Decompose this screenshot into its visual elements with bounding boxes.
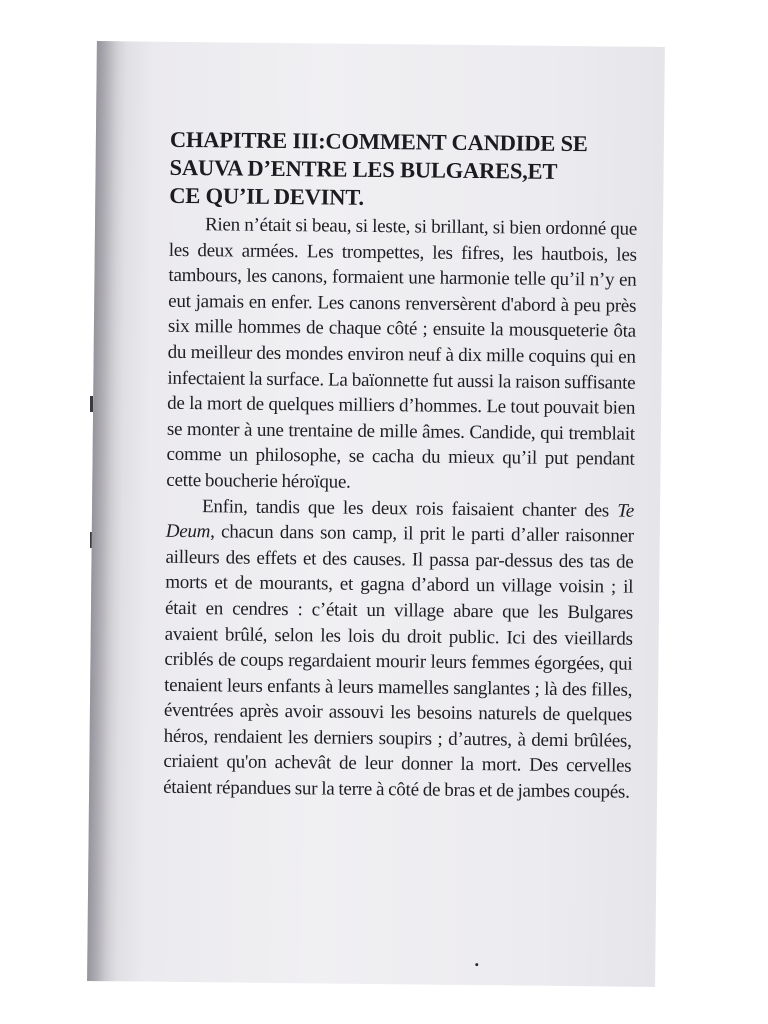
te-deum-italic: Te Deum xyxy=(165,500,635,543)
ink-speck xyxy=(475,963,478,966)
chapter-title-line: SAUVA D’ENTRE LES BULGARES,ET xyxy=(169,154,558,184)
spine-shadow xyxy=(87,41,127,981)
paragraph-battle: Rien n’était si beau, si leste, si brillant, si bien ordonné que les deux armées. Les trompettes, les fifres, les hautbois, les tambours, les canons, formaient une harmonie telle qu’il n’y en eut jamais en enfer. Les canons renversèrent d'abord à peu près six mille hommes de chaque côté ; ensuite la mousqueterie ôta du meilleur des mondes environ neuf à dix mille coquins qui en infectaient la surface. La baïonnette fut aussi la raison suffisante de la mort de quelques milliers d’hommes. Le tout pouvait bien se monter à une trentaine de mille âmes. Candide, qui tremblait comme un philosophe, se cacha du mieux qu’il put pendant cette boucherie héroïque. xyxy=(166,214,638,493)
page-content xyxy=(163,126,638,806)
paragraph-village xyxy=(163,493,634,805)
chapter-title xyxy=(169,126,638,215)
chapter-title-line: CHAPITRE III:COMMENT CANDIDE SE xyxy=(169,126,588,157)
paragraph-village-rest: , chacun dans son camp, il prit le parti d’aller raisonner ailleurs des effets et des causes. Il passa par-dessus des tas de morts et de mourants, et gagna d’abord un village voisin ; il était en cendres : c’était un village abare que les Bulgares avaient brûlé, selon les lois du droit public. Ici des vieillards criblés de coups regardaient mourir leurs femmes égorgées, qui tenaient leurs enfants à leurs mamelles sanglantes ; là des filles, éventrées après avoir assouvi les besoins naturels de quelques héros, rendaient les derniers soupirs ; d’autres, à demi brûlées, criaient qu'on achevât de leur donner la mort. Des cervelles étaient répandues sur la terre à côté de bras et de jambes coupés. xyxy=(163,521,634,803)
paragraph-village-lead: Enfin, tandis que les deux rois faisaient chanter des xyxy=(201,495,610,521)
book-page xyxy=(87,41,665,987)
chapter-title-line: CE QU’IL DEVINT. xyxy=(169,182,364,210)
